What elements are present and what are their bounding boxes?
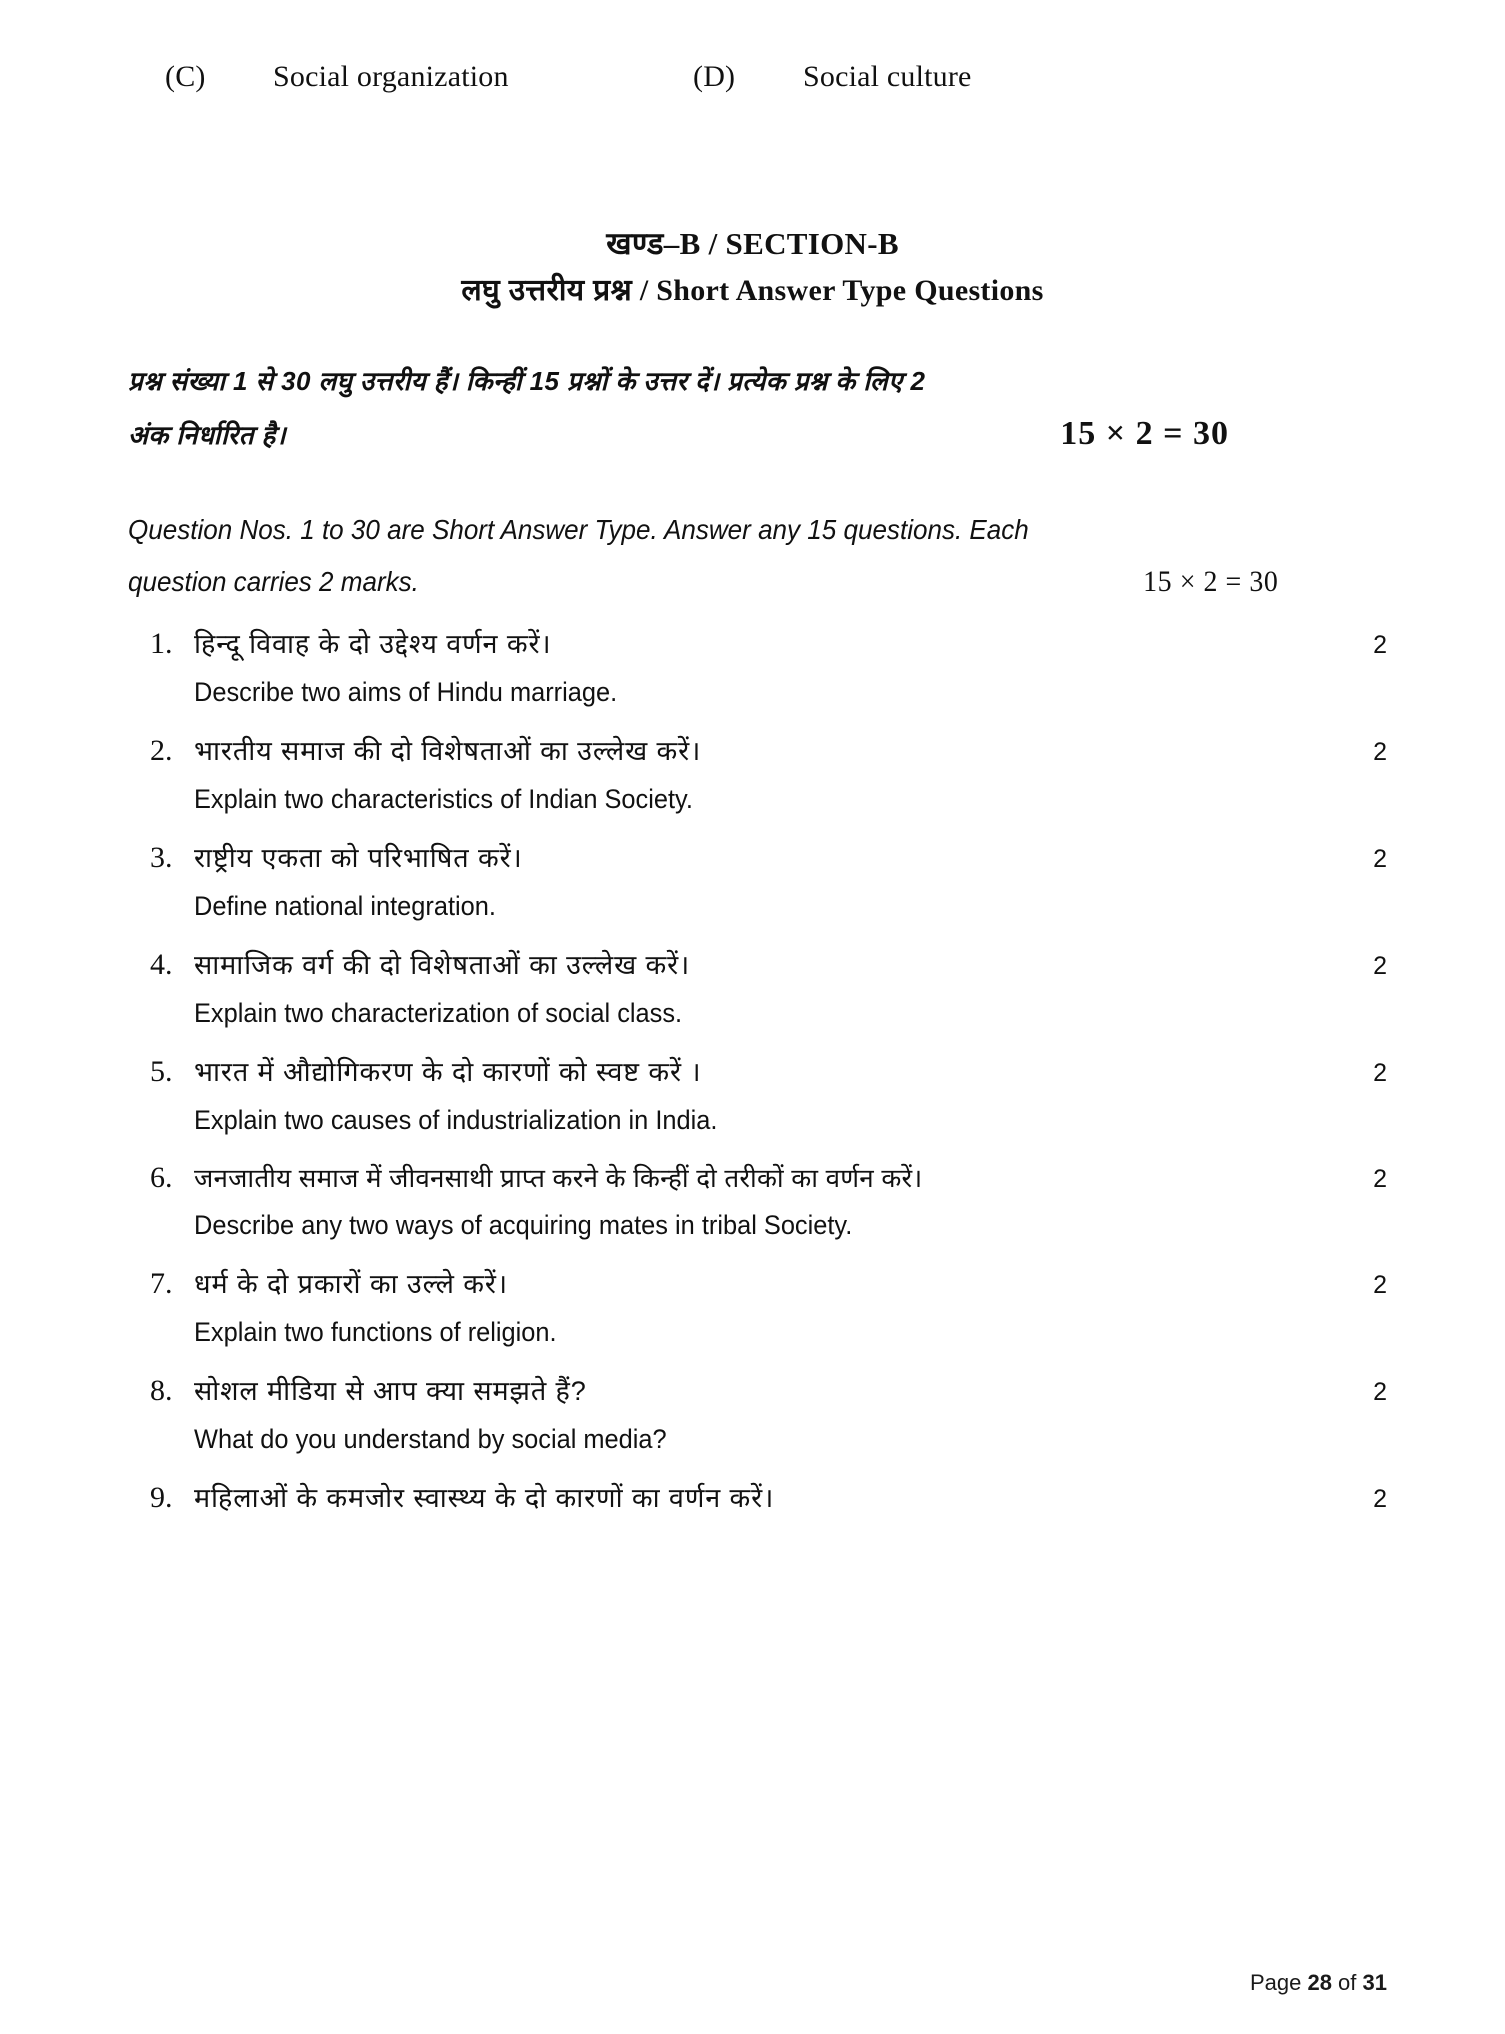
footer-middle: of <box>1331 1970 1363 1995</box>
question-text-hindi: सामाजिक वर्ग की दो विशेषताओं का उल्लेख करें। <box>194 949 691 980</box>
question-number: 3. <box>150 840 173 874</box>
question-number: 5. <box>150 1054 173 1088</box>
question-text-hindi: हिन्दू विवाह के दो उद्देश्य वर्णन करें। <box>194 629 552 659</box>
question-number: 1. <box>150 627 173 660</box>
question-item <box>150 1160 1387 1245</box>
instructions-english-line-2: question carries 2 marks. <box>128 566 419 598</box>
page-footer <box>1250 1970 1387 1996</box>
section-heading-english: –B / SECTION-B <box>663 226 899 261</box>
footer-total-pages: 31 <box>1362 1970 1387 1995</box>
option-c-tag: (C) <box>165 60 206 93</box>
footer-current-page: 28 <box>1307 1970 1332 1995</box>
question-text-english: Explain two characterization of social class. <box>194 997 683 1028</box>
question-marks: 2 <box>1373 737 1387 766</box>
question-number: 8. <box>150 1374 173 1408</box>
marks-formula-english: 15 × 2 = 30 <box>1143 565 1279 599</box>
question-number: 9. <box>150 1481 173 1515</box>
questions-list <box>150 625 1387 1538</box>
question-marks: 2 <box>1373 631 1387 659</box>
question-number: 6. <box>150 1160 173 1194</box>
option-d-text: Social culture <box>803 60 972 93</box>
option-d-tag: (D) <box>693 60 736 93</box>
question-item <box>150 625 1387 712</box>
question-item <box>150 1265 1387 1352</box>
instructions-english <box>128 508 1299 606</box>
question-item <box>150 1372 1387 1459</box>
question-item <box>150 839 1387 926</box>
footer-prefix: Page <box>1249 1970 1308 1995</box>
question-text-english: Describe two aims of Hindu marriage. <box>194 677 618 708</box>
option-c-text: Social organization <box>273 60 509 93</box>
question-item <box>150 732 1387 819</box>
section-heading <box>0 222 1505 264</box>
question-text-hindi: जनजातीय समाज में जीवनसाथी प्राप्त करने के किन्हीं दो तरीकों का वर्णन करें। <box>194 1162 923 1193</box>
question-text-english: What do you understand by social media? <box>194 1424 667 1455</box>
instructions-hindi-line-2: अंक निर्धारित है। <box>128 420 287 451</box>
question-number: 4. <box>150 947 173 981</box>
instructions-hindi-line-1: प्रश्न संख्या 1 से 30 लघु उत्तरीय हैं। किन्हीं 15 प्रश्नों के उत्तर दें। प्रत्येक प्रश्न के लिए 2 <box>128 366 926 396</box>
mcq-options-row <box>165 60 1385 94</box>
question-text-hindi: धर्म के दो प्रकारों का उल्ले करें। <box>194 1269 508 1300</box>
question-text-hindi: भारत में औद्योगिकरण के दो कारणों को स्वष्ट करें । <box>194 1056 702 1087</box>
question-marks: 2 <box>1373 844 1387 873</box>
question-marks: 2 <box>1373 1485 1387 1514</box>
section-subheading-english: / Short Answer Type Questions <box>632 274 1044 307</box>
question-text-english: Explain two characteristics of Indian Society. <box>194 784 693 815</box>
question-text-hindi: राष्ट्रीय एकता को परिभाषित करें। <box>194 842 523 873</box>
question-text-hindi: भारतीय समाज की दो विशेषताओं का उल्लेख करें। <box>194 735 702 766</box>
question-text-english: Describe any two ways of acquiring mates in tribal Society. <box>194 1210 853 1241</box>
question-text-hindi: महिलाओं के कमजोर स्वास्थ्य के दो कारणों का वर्णन करें। <box>194 1483 775 1514</box>
question-item <box>150 946 1387 1033</box>
question-marks: 2 <box>1373 951 1387 980</box>
question-number: 2. <box>150 733 173 767</box>
question-number: 7. <box>150 1267 173 1301</box>
section-subheading <box>0 268 1505 309</box>
instructions-hindi <box>128 360 1387 461</box>
section-heading-hindi: खण्ड <box>606 226 664 261</box>
section-subheading-hindi: लघु उत्तरीय प्रश्न <box>461 274 633 307</box>
question-marks: 2 <box>1373 1164 1387 1193</box>
question-item <box>150 1479 1387 1518</box>
question-text-hindi: सोशल मीडिया से आप क्या समझते हैं? <box>194 1376 587 1407</box>
question-marks: 2 <box>1373 1378 1387 1407</box>
question-item <box>150 1053 1387 1140</box>
question-text-english: Explain two functions of religion. <box>194 1317 557 1348</box>
question-text-english: Define national integration. <box>194 891 496 922</box>
marks-formula-hindi: 15 × 2 = 30 <box>1060 415 1229 453</box>
question-marks: 2 <box>1373 1271 1387 1300</box>
question-marks: 2 <box>1373 1058 1387 1087</box>
question-text-english: Explain two causes of industrialization in India. <box>194 1104 718 1135</box>
instructions-english-line-1: Question Nos. 1 to 30 are Short Answer Type. Answer any 15 questions. Each <box>128 514 1029 545</box>
